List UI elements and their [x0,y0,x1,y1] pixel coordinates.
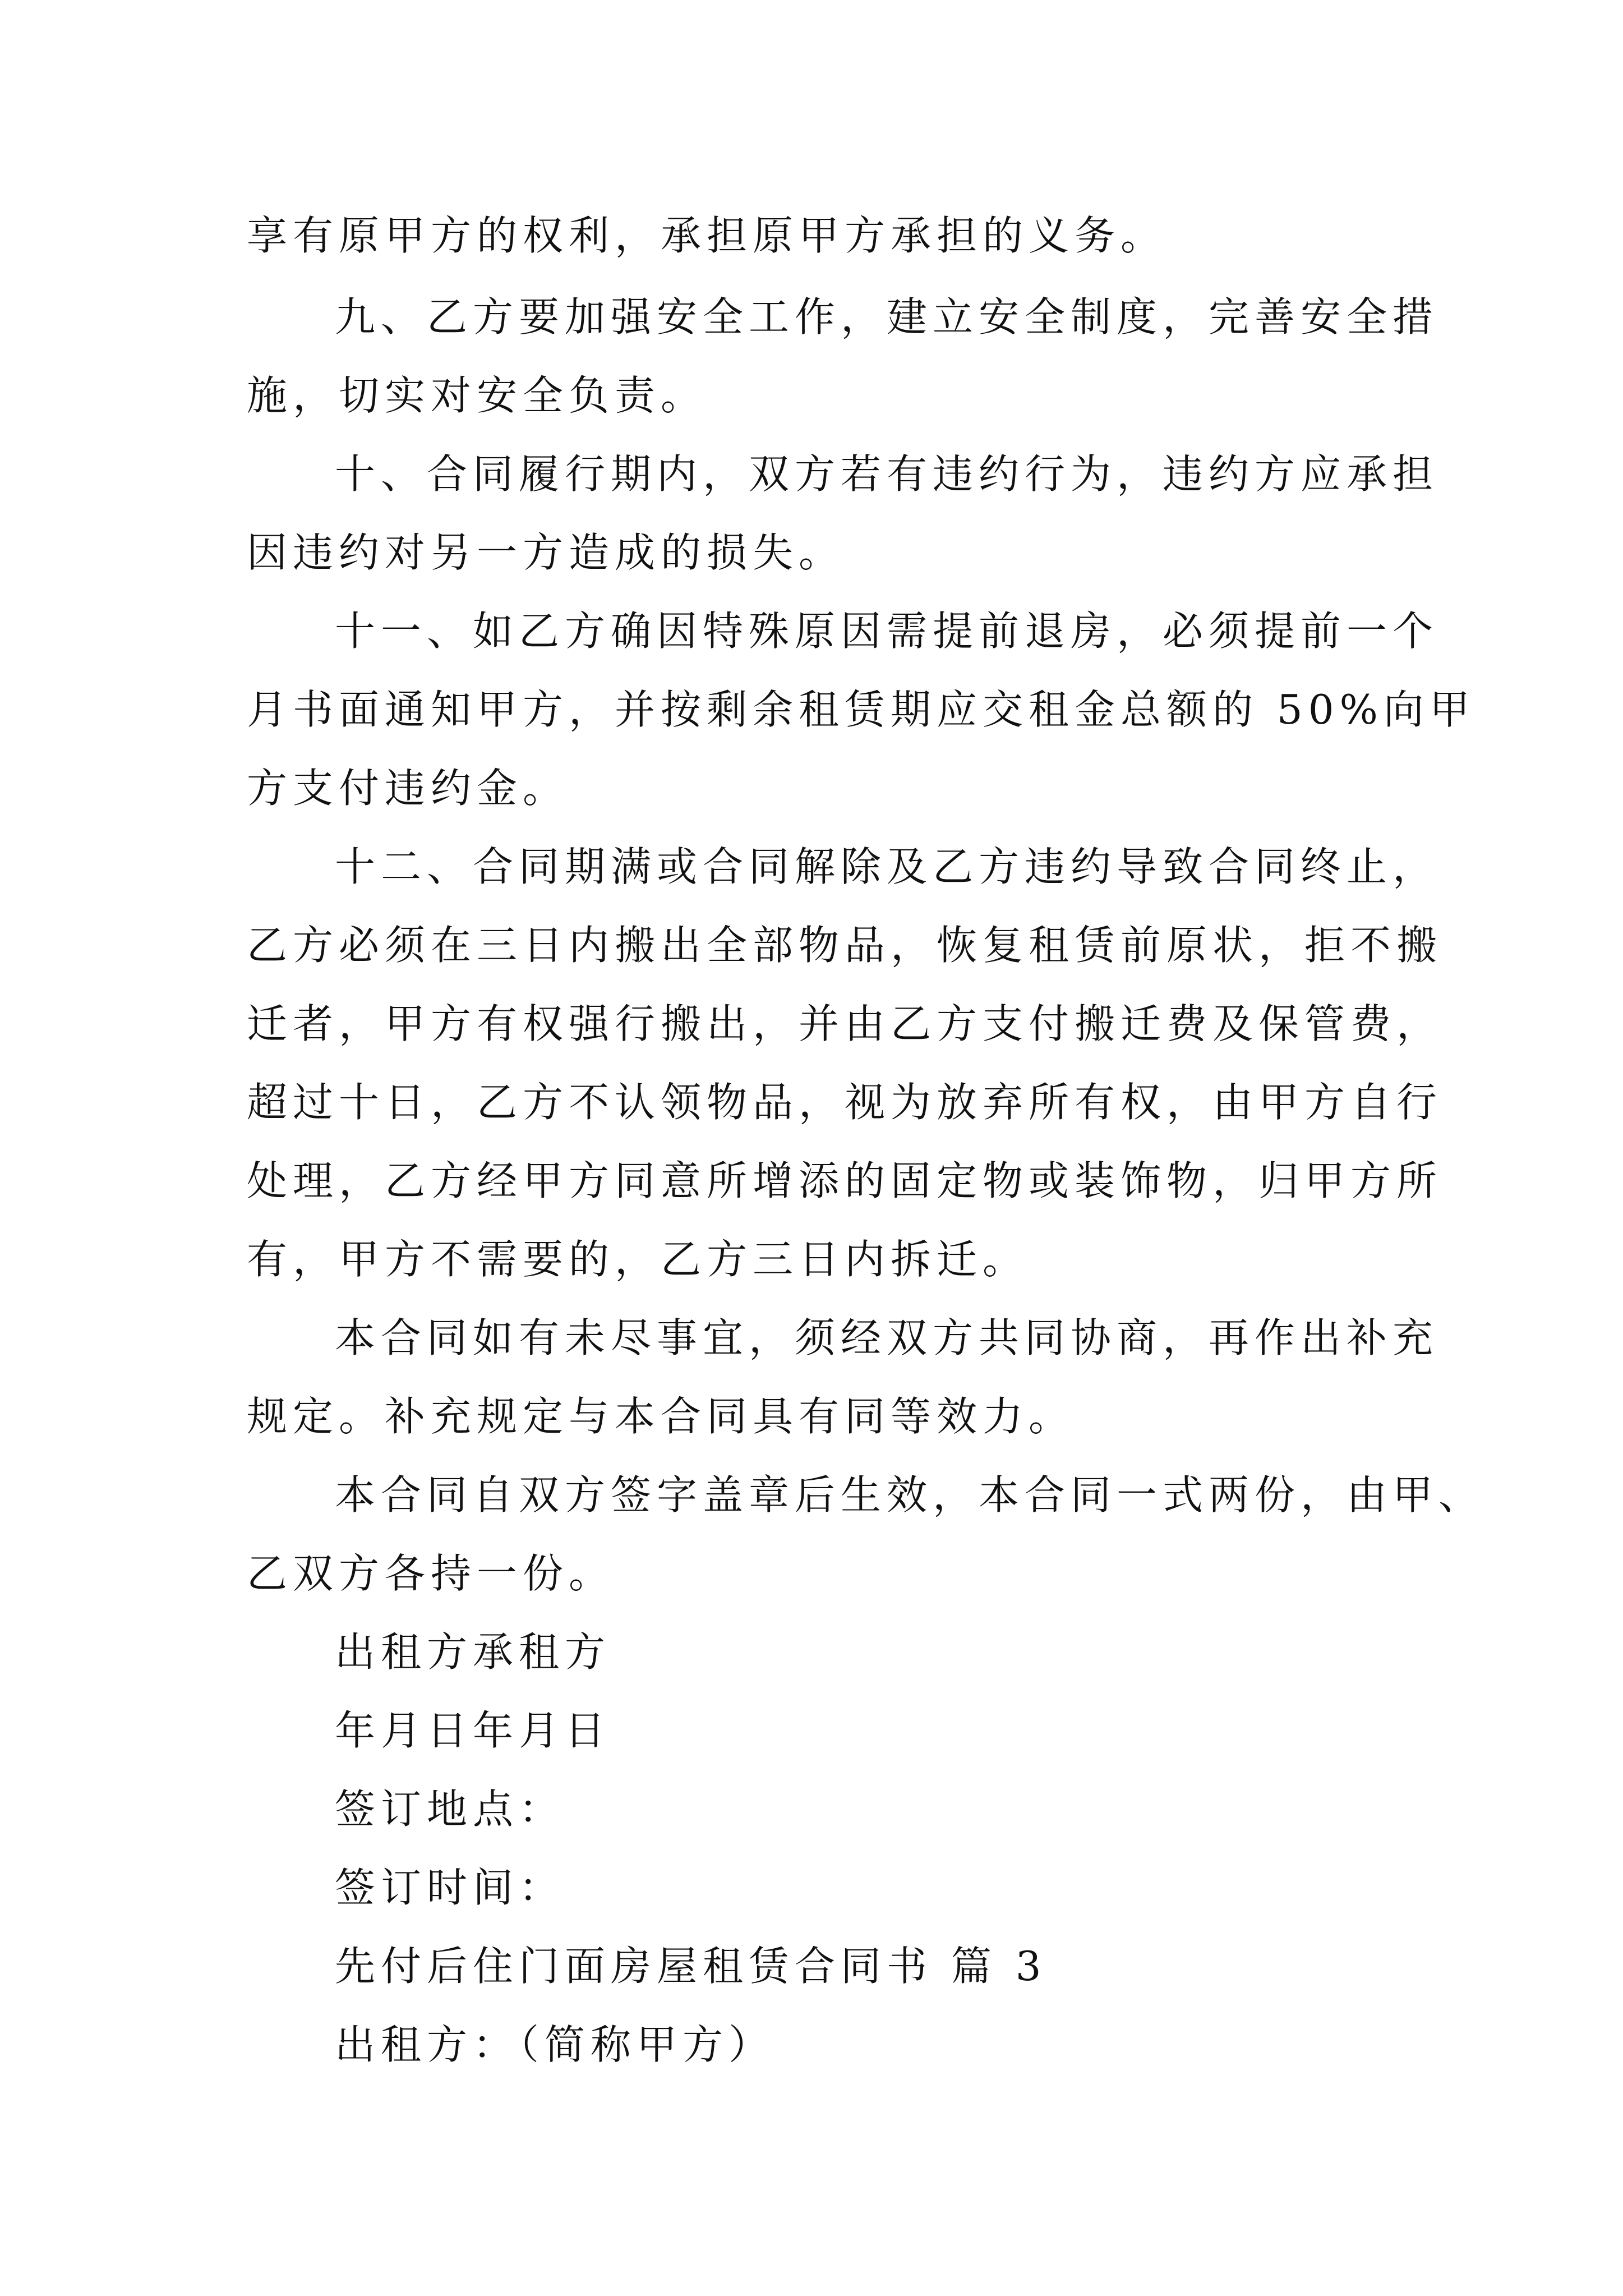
text-line: 迁者，甲方有权强行搬出，并由乙方支付搬迁费及保管费， [247,1000,1443,1047]
text-line: 出租方承租方 [335,1628,611,1676]
text-line: 先付后住门面房屋租赁合同书 篇 3 [335,1943,1047,1990]
text-line: 签订地点： [335,1786,565,1833]
text-line: 十二、合同期满或合同解除及乙方违约导致合同终止， [335,843,1439,890]
text-line: 本合同自双方签字盖章后生效，本合同一式两份，由甲、 [335,1471,1485,1519]
text-line: 十一、如乙方确因特殊原因需提前退房，必须提前一个 [335,608,1439,655]
text-line: 乙方必须在三日内搬出全部物品，恢复租赁前原状，拒不搬 [247,922,1443,969]
text-line: 超过十日，乙方不认领物品，视为放弃所有权，由甲方自行 [247,1079,1443,1126]
text-line: 年月日年月日 [335,1707,611,1754]
text-line: 本合同如有未尽事宜，须经双方共同协商，再作出补充 [335,1314,1439,1361]
text-line: 十、合同履行期内，双方若有违约行为，违约方应承担 [335,450,1439,498]
text-line: 因违约对另一方造成的损失。 [247,529,845,576]
text-line: 乙双方各持一份。 [247,1550,615,1597]
text-line: 处理，乙方经甲方同意所增添的固定物或装饰物，归甲方所 [247,1157,1443,1204]
text-line: 享有原甲方的权利，承担原甲方承担的义务。 [247,212,1167,259]
text-line: 出租方：（简称甲方） [335,2021,775,2068]
text-line: 有，甲方不需要的，乙方三日内拆迁。 [247,1236,1029,1283]
text-line: 规定。补充规定与本合同具有同等效力。 [247,1393,1075,1440]
text-line: 签订时间： [335,1864,565,1911]
text-line: 方支付违约金。 [247,765,569,812]
text-line: 九、乙方要加强安全工作，建立安全制度，完善安全措 [335,293,1439,341]
text-line: 月书面通知甲方，并按剩余租赁期应交租金总额的 50%向甲 [247,686,1476,733]
text-line: 施，切实对安全负责。 [247,372,707,419]
